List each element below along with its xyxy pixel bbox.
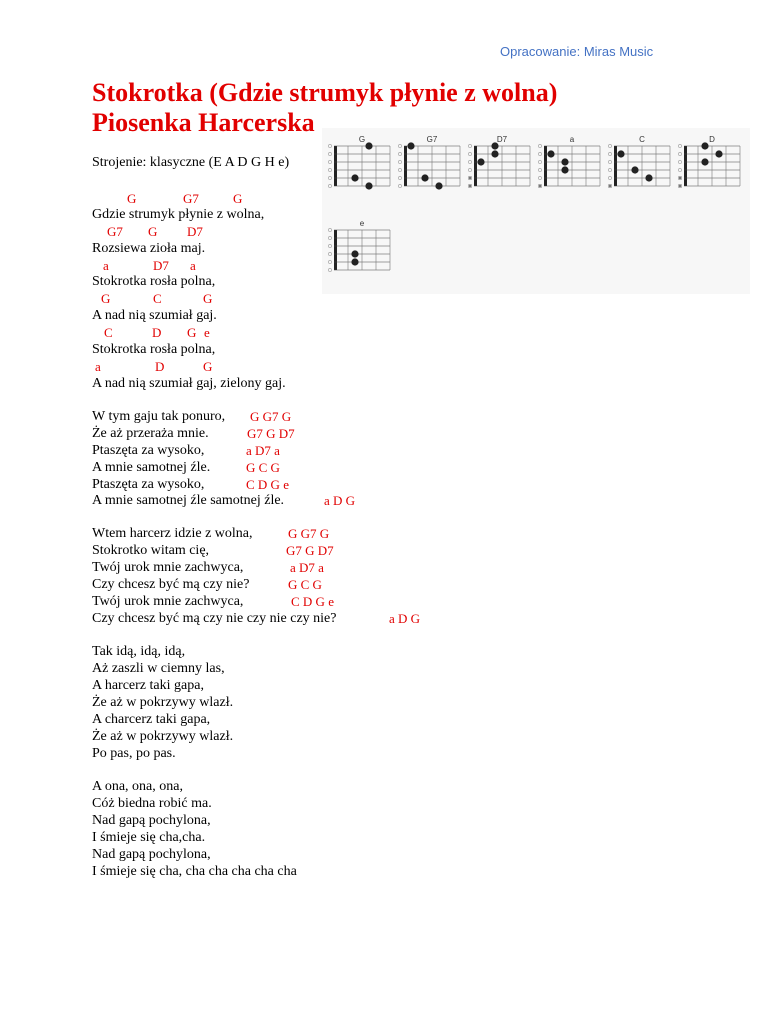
lyric-line: Że aż w pokrzywy wlazł.: [92, 729, 234, 744]
finger-dot: [477, 158, 484, 165]
nut: [474, 146, 477, 186]
open-string-marker: [538, 176, 541, 179]
finger-dot: [701, 142, 708, 149]
credit-line: Opracowanie: Miras Music: [500, 44, 654, 59]
finger-dot: [365, 142, 372, 149]
finger-dot: [701, 158, 708, 165]
lyric-line: Twój urok mnie zachwyca,: [92, 560, 244, 575]
open-string-marker: [328, 168, 331, 171]
chord-group: a D G: [324, 493, 356, 508]
finger-dot: [351, 250, 358, 257]
open-string-marker: [328, 268, 331, 271]
open-string-marker: [678, 168, 681, 171]
nut: [334, 230, 337, 270]
chord: G7: [107, 224, 123, 239]
chord-diagram-a: [538, 135, 600, 191]
lyric-line: Rozsiewa zioła maj.: [92, 241, 206, 256]
open-string-marker: [328, 228, 331, 231]
chord: a: [190, 258, 196, 273]
chord-diagram-C: [608, 135, 670, 191]
open-string-marker: [608, 160, 611, 163]
open-string-marker: [328, 252, 331, 255]
lyric-line: Cóż biedna robić ma.: [92, 796, 212, 811]
lyric-line: W tym gaju tak ponuro,: [92, 409, 226, 424]
muted-string-marker: ×: [607, 183, 613, 191]
chord-group: G G7 G: [250, 409, 292, 424]
lyric-line: Tak idą, idą, idą,: [92, 644, 186, 659]
chord-diagram-G7: [398, 135, 460, 190]
lyric-line: Stokrotko witam cię,: [92, 543, 210, 558]
open-string-marker: [328, 236, 331, 239]
muted-string-marker: ×: [467, 183, 473, 191]
chord: G: [187, 325, 197, 340]
finger-dot: [351, 258, 358, 265]
chord: G: [127, 191, 137, 206]
chord-group: C D G e: [246, 477, 289, 492]
open-string-marker: [328, 184, 331, 187]
lyric-line: Twój urok mnie zachwyca,: [92, 594, 244, 609]
lyric-line: A harcerz taki gapa,: [92, 678, 204, 693]
chord: C: [153, 291, 162, 306]
chord-diagrams-panel: [322, 128, 750, 294]
chord: G: [148, 224, 158, 239]
chord-diagrams-svg: [322, 128, 750, 294]
lyric-line: Po pas, po pas.: [92, 746, 176, 761]
lyric-line: Nad gapą pochylona,: [92, 847, 211, 862]
open-string-marker: [538, 144, 541, 147]
chord-diagram-D7: [468, 135, 530, 191]
lyric-line: Stokrotka rosła polna,: [92, 342, 216, 357]
muted-string-marker: ×: [677, 183, 683, 191]
chord: G: [203, 359, 213, 374]
finger-dot: [407, 142, 414, 149]
chord-group: G C G: [288, 577, 322, 592]
nut: [544, 146, 547, 186]
open-string-marker: [678, 160, 681, 163]
chord-diagram-e: [328, 219, 390, 272]
nut: [334, 146, 337, 186]
lyric-line: A mnie samotnej źle samotnej źle.: [92, 493, 285, 508]
title-line-2: Piosenka Harcerska: [92, 108, 315, 137]
finger-dot: [617, 150, 624, 157]
open-string-marker: [468, 168, 471, 171]
lyric-line: Ptaszęta za wysoko,: [92, 443, 205, 458]
nut: [684, 146, 687, 186]
open-string-marker: [538, 168, 541, 171]
chord: D7: [153, 258, 169, 273]
chord: G: [101, 291, 111, 306]
open-string-marker: [398, 144, 401, 147]
lyric-line: Że aż przeraża mnie.: [92, 426, 209, 441]
chord: a: [95, 359, 101, 374]
lyric-line: Czy chcesz być mą czy nie czy nie czy nie?: [92, 611, 337, 626]
lyric-line: Że aż w pokrzywy wlazł.: [92, 695, 234, 710]
finger-dot: [365, 182, 372, 189]
lyric-line: Nad gapą pochylona,: [92, 813, 211, 828]
open-string-marker: [328, 244, 331, 247]
chord-group: G G7 G: [288, 526, 330, 541]
muted-string-marker: ×: [537, 183, 543, 191]
open-string-marker: [328, 260, 331, 263]
lyric-line: A charcerz taki gapa,: [92, 712, 211, 727]
muted-string-marker: ×: [467, 175, 473, 183]
chord: D: [155, 359, 165, 374]
chord: G: [233, 191, 243, 206]
chord-diagram-label: G7: [426, 135, 438, 144]
chord-group: G C G: [246, 460, 280, 475]
chord-group: G7 G D7: [247, 426, 295, 441]
open-string-marker: [328, 176, 331, 179]
open-string-marker: [538, 152, 541, 155]
open-string-marker: [608, 168, 611, 171]
chord-diagram-label: e: [359, 219, 365, 228]
lyric-line: Wtem harcerz idzie z wolna,: [92, 526, 253, 541]
open-string-marker: [398, 160, 401, 163]
open-string-marker: [468, 160, 471, 163]
open-string-marker: [538, 160, 541, 163]
finger-dot: [491, 142, 498, 149]
chord-diagram-label: D: [709, 135, 715, 144]
chord-group: a D7 a: [246, 443, 280, 458]
finger-dot: [645, 174, 652, 181]
nut: [614, 146, 617, 186]
tuning-text: Strojenie: klasyczne (E A D G H e): [92, 155, 290, 170]
chord-diagram-label: D7: [496, 135, 508, 144]
chord-diagram-G: [328, 135, 390, 190]
open-string-marker: [398, 152, 401, 155]
finger-dot: [561, 166, 568, 173]
finger-dot: [421, 174, 428, 181]
finger-dot: [631, 166, 638, 173]
muted-string-marker: ×: [677, 175, 683, 183]
chord-group: a D7 a: [290, 560, 324, 575]
chord-diagram-label: a: [569, 135, 575, 144]
lyric-line: Ptaszęta za wysoko,: [92, 477, 205, 492]
open-string-marker: [608, 152, 611, 155]
chord-group: C D G e: [291, 594, 334, 609]
chord-diagram-D: [678, 135, 740, 191]
lyric-line: Czy chcesz być mą czy nie?: [92, 577, 250, 592]
lyric-line: I śmieje się cha,cha.: [92, 830, 206, 845]
chord-diagram-label: G: [358, 135, 366, 144]
chord: D7: [187, 224, 203, 239]
open-string-marker: [328, 152, 331, 155]
open-string-marker: [678, 144, 681, 147]
lyric-line: A mnie samotnej źle.: [92, 460, 211, 475]
lyric-line: A nad nią szumiał gaj, zielony gaj.: [92, 376, 286, 391]
finger-dot: [435, 182, 442, 189]
chord-group: G7 G D7: [286, 543, 334, 558]
open-string-marker: [608, 144, 611, 147]
open-string-marker: [398, 168, 401, 171]
chord: a: [103, 258, 109, 273]
finger-dot: [491, 150, 498, 157]
open-string-marker: [468, 144, 471, 147]
open-string-marker: [398, 176, 401, 179]
open-string-marker: [398, 184, 401, 187]
lyric-line: Aż zaszli w ciemny las,: [92, 661, 225, 676]
open-string-marker: [328, 160, 331, 163]
lyric-line: Stokrotka rosła polna,: [92, 274, 216, 289]
lyric-line: A ona, ona, ona,: [92, 779, 183, 794]
chord: e: [204, 325, 210, 340]
open-string-marker: [328, 144, 331, 147]
chord: G: [203, 291, 213, 306]
finger-dot: [351, 174, 358, 181]
chord-diagram-label: C: [639, 135, 645, 144]
finger-dot: [561, 158, 568, 165]
title-line-1: Stokrotka (Gdzie strumyk płynie z wolna): [92, 78, 558, 107]
open-string-marker: [608, 176, 611, 179]
lyric-line: A nad nią szumiał gaj.: [92, 308, 217, 323]
chord: G7: [183, 191, 199, 206]
lyric-line: I śmieje się cha, cha cha cha cha cha: [92, 864, 297, 879]
finger-dot: [547, 150, 554, 157]
chord: D: [152, 325, 162, 340]
open-string-marker: [468, 152, 471, 155]
chord-group: a D G: [389, 611, 421, 626]
finger-dot: [715, 150, 722, 157]
nut: [404, 146, 407, 186]
chord: C: [104, 325, 113, 340]
lyric-line: Gdzie strumyk płynie z wolna,: [92, 207, 265, 222]
open-string-marker: [678, 152, 681, 155]
